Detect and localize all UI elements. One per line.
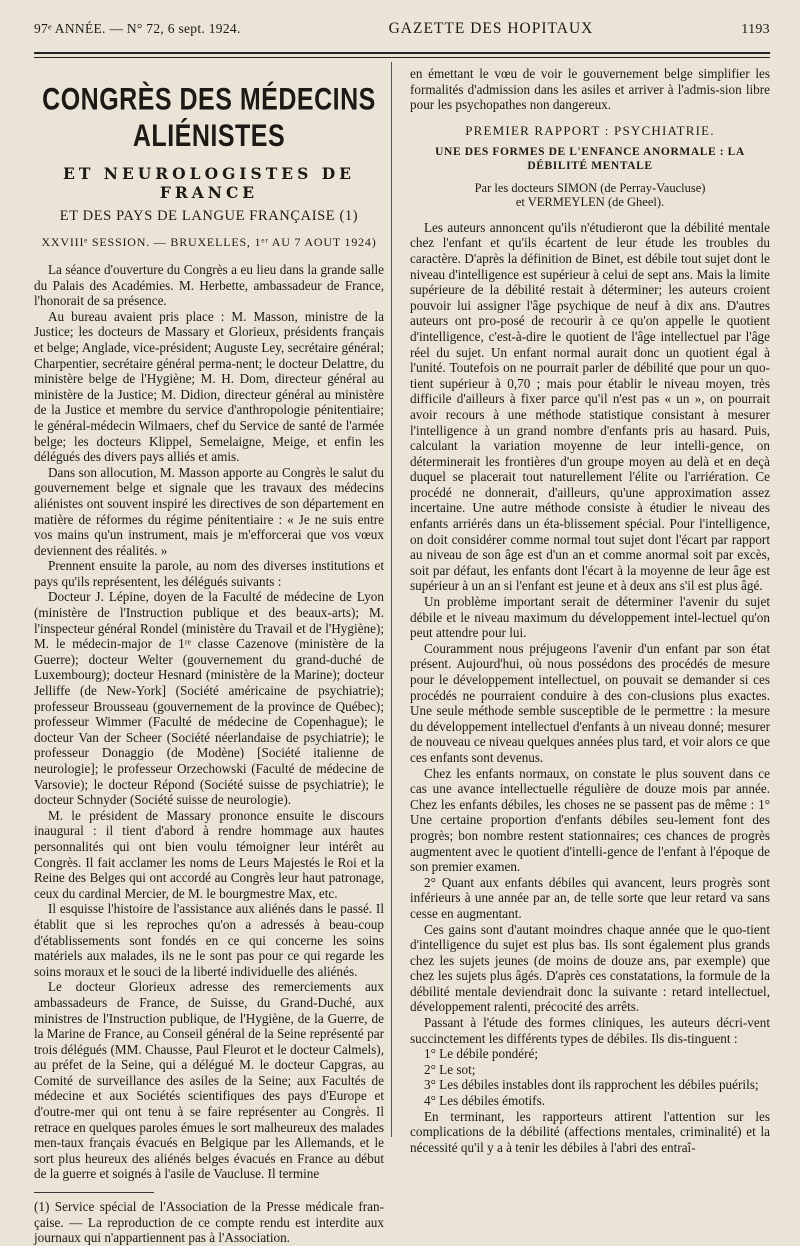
right-column (410, 66, 770, 1246)
paragraph: Prennent ensuite la parole, au nom des diverses institutions et pays qu'ils représentent, les délégués suivants : (34, 558, 384, 589)
paragraph: Docteur J. Lépine, doyen de la Faculté de médecine de Lyon (ministère de l'Instruction publique et des beaux-arts); M. l'inspecteur général Rondel (ministère du Travail et de l'Hygiène); M. le médecin-major de 1ʳᵉ classe Cazenove (ministère de la Guerre); docteur Welter (gouvernement du grand-duché de Luxembourg); docteur Hesnard (ministère de la Marine); docteur Jelliffe (de New-York] (Société américaine de psychiatrie); professeur Brousseau (gouvernement de la province de Québec); professeur Wimmer (Faculté de médecine de Copenhague); le docteur Van der Scheer (Société néerlandaise de psychiatrie); le professeur Donaggio (de Modène) [Société italienne de neurologie]; le professeur Orzechowski (Faculté de médecine de Varsovie); le docteur Répond (Société suisse de psychiatrie); le docteur Schnyder (Société suisse de neurologie). (34, 589, 384, 808)
paragraph: La séance d'ouverture du Congrès a eu lieu dans la grande salle du Palais des Académies. M. Herbette, ambassadeur de France, l'honorait de sa présence. (34, 262, 384, 309)
paragraph: Le docteur Glorieux adresse des remerciements aux ambassadeurs de France, de Suisse, du Grand-Duché, aux ministres de l'Instruction publique, de l'Hygiène, de la Guerre, de la Marine de France, au Conseil général de la Seine représenté par trois délégués (MM. Chausse, Paul Fleurot et le docteur Calmels), au préfet de la Seine, qui a délégué M. le docteur Capgras, au Comité de surveillance des asiles de la Seine; aux Facultés de médecine et aux Sociétés scientifiques des pays d'Europe et d'outre-mer qui ont tenu à se faire représenter au Congrès. Il retrace en quelques paroles émues le sort malheureux des malades men-taux français évacués en Belgique par les Allemands, et le sort plus heureux des aliénés belges évacués en France au début de la guerre et soignés à l'asile de Vaucluse. Il termine (34, 979, 384, 1182)
column-divider (391, 62, 392, 1137)
paragraph: Chez les enfants normaux, on constate le plus souvent dans ce cas une avance intellectuelle régulière de douze mois par année. Chez les enfants débiles, les choses ne se passent pas de même : 1° Une certaine proportion d'enfants débiles seu-lement font des progrès; bon nombre restent stationnaires; ces chances de progrès augmentent avec le quotient d'intelli-gence de l'enfant à l'époque de son premier examen. (410, 765, 770, 875)
footnote: (1) Service spécial de l'Association de la Presse médicale fran-çaise. — La reproduction de ce compte rendu est interdite aux journaux qui n'appartiennent pas à l'Association. (34, 1199, 384, 1246)
authors-line-2: et VERMEYLEN (de Gheel). (515, 195, 665, 210)
paragraph: Au bureau avaient pris place : M. Masson, ministre de la Justice; les docteurs de Massary et Glorieux, présidents français et belge; Anglade, vice-président; Auguste Ley, secrétaire général; Charpentier, secrétaire général perma-nent; le docteur Delattre, du ministère belge de l'Hygiène; M. H. Dom, directeur général au ministère de la Justice; M. Didion, directeur général au ministère de la Justice et membre du service d'anthropologie pénitentiaire; le général-médecin Wilmaers, chef du Service de santé de l'armée belge; les docteurs Klippel, Semelaigne, Meige, et enfin les délégués des divers pays alliés et amis. (34, 308, 384, 465)
paragraph: Dans son allocution, M. Masson apporte au Congrès le salut du gouvernement belge et signale que les travaux des médecins aliénistes ont souvent inspiré les directives de son département en matière de réformes du régime pénitentiaire : « Je ne suis entre vos mains qu'un instrument, mais je m'efforcerai que vos vœux deviennent des réalités. » (34, 464, 384, 558)
page-header (34, 20, 770, 42)
paragraph: Passant à l'étude des formes cliniques, les auteurs décri-vent succinctement les différents types de débiles. Ils dis-tinguent : (410, 1015, 770, 1046)
list-item: 4° Les débiles émotifs. (424, 1093, 546, 1109)
paragraph: Les auteurs annoncent qu'ils n'étudieront que la débilité mentale chez l'enfant et qu'ils écartent de leur étude les troubles du caractère. D'après la définition de Binet, est débile tout sujet dont le niveau d'intelligence est supérieur à celui de sept ans. Mais la limite supérieure de la débilité restait à déterminer; les auteurs croient pouvoir lui assigner l'âge psychique de neuf à dix ans. D'autres auteurs ont pro-posé de recourir à ce qu'on appelle le quotient d'intelligence, c'est-à-dire le quotient de l'âge intellectuel par l'âge réel du sujet. Un enfant normal aurait donc un quotient égal à l'unité. Toutefois on ne pourrait parler de débilité que pour un quo-tient supérieur à 0,70 ; mais pour établir le niveau moyen, très difficile d'ailleurs à fixer parce qu'il n'est pas « un », on pourrait avoir recours à une méthode statistique consistant à mesurer l'intelligence à un grand nombre d'enfants pris au hasard. Puis, calculant la variation moyenne de leur intelli-gence, on déterminerait les frontières d'un groupe moyen au delà et en deçà duquel se placerait tout naturellement l'élite ou l'arriération. Ce procédé ne donnerait, d'ailleurs, qu'une approximation assez incertaine. Une autre méthode consiste à étudier le niveau des enfants arriérés dans un éta-blissement spécial. Pour l'intelligence, on doit considérer comme normal tout sujet dont l'écart par rapport au niveau de son âge est d'un an et comme anormal soit par excès, soit par défaut, les enfants dont l'écart à la moyenne de leur âge est supérieur à un an si l'enfant est jeune et à deux ans s'il est plus âgé. (410, 219, 770, 594)
paragraph: Ces gains sont d'autant moindres chaque année que le quo-tient d'intelligence du sujet est plus bas. Ils sont également plus grands chez les sujets jeunes (de moins de douze ans, par exemple) que chez les sujets plus âgés. D'après ces constatations, la formule de la débilité mentale deviendrait donc la suivante : retard intellectuel, développement ralenti, précocité des arrêts. (410, 921, 770, 1015)
journal-title: GAZETTE DES HOPITAUX (388, 20, 594, 37)
list-item: 3° Les débiles instables dont ils rapprochent les débiles puérils; (424, 1077, 759, 1093)
congress-subtitle-2: ET DES PAYS DE LANGUE FRANÇAISE (1) (59, 208, 359, 224)
columns (34, 66, 770, 1246)
paragraph: Couramment nous préjugeons l'avenir d'un enfant par son état présent. Aujourd'hui, où nous possédons des procédés de mesure pour le développement intellectuel, on pouvait se demander si ces procédés ne pourraient conduire à des con-clusions plus exactes. Une seule méthode semble susceptible de le permettre : la mesure du développement intellectuel d'enfants à un niveau donné; mesurer de nouveau ce niveau quelques années plus tard, et voir alors ce que ces enfants sont devenus. (410, 640, 770, 765)
paragraph: 2° Quant aux enfants débiles qui avancent, leurs progrès sont inférieurs à une année par an, de telle sorte que leur retard va sans cesse en augmentant. (410, 874, 770, 921)
section-heading: PREMIER RAPPORT : PSYCHIATRIE. (465, 122, 715, 138)
congress-title: CONGRÈS DES MÉDECINS ALIÉNISTES (42, 82, 376, 154)
footnote-rule (34, 1192, 154, 1193)
paragraph: Il esquisse l'histoire de l'assistance aux aliénés dans le passé. Il établit que si les reproches qu'on a adressés à beau-coup d'établissements sont fondés en ce qui concerne les soins matériels aux malades, ils ne le sont pas pour ce qui regarde les soins moraux et le souci de la liberté individuelle des aliénés. (34, 901, 384, 979)
article-title: UNE DES FORMES DE L'ENFANCE ANORMALE : LA DÉBILITÉ MENTALE (435, 145, 745, 172)
congress-subtitle: ET NEUROLOGISTES DE FRANCE (63, 164, 355, 202)
header-rule (34, 52, 770, 58)
session-line: XXVIIIᵉ SESSION. — BRUXELLES, 1ᵉʳ AU 7 AOUT 1924) (41, 235, 377, 249)
authors (410, 181, 770, 210)
page-number: 1193 (741, 22, 770, 37)
paragraph: Un problème important serait de déterminer l'avenir du sujet débile et le niveau maximum du développement intel-lectuel qu'on peut attendre pour lui. (410, 594, 770, 641)
paragraph: en émettant le vœu de voir le gouvernement belge simplifier les formalités d'admission dans les asiles et arriver à l'admis-sion libre pour les psychopathes non dangereux. (410, 66, 770, 113)
debile-types-list (410, 1046, 770, 1108)
paragraph: M. le président de Massary prononce ensuite le discours inaugural : il tient d'abord à rendre hommage aux hautes personnalités qui ont bien voulu témoigner leur intérêt au Congrès. Il fait acclamer les noms de Leurs Majestés le Roi et la Reine des Belges qui ont accordé au Congrès leur haut patronage, ceux du cardinal Mercier, de M. le bourgmestre Max, etc. (34, 807, 384, 901)
list-item: 2° Le sot; (424, 1061, 476, 1077)
paragraph: En terminant, les rapporteurs attirent l'attention sur les complications de la débilité (affections mentales, criminalité) et la nécessité qu'il y a à tenir les débiles à l'abri des entraî- (410, 1108, 770, 1155)
issue-info: 97ᵉ ANNÉE. — N° 72, 6 sept. 1924. (34, 21, 241, 36)
left-column (34, 66, 384, 1246)
list-item: 1° Le débile pondéré; (424, 1046, 539, 1062)
authors-line-1: Par les docteurs SIMON (de Perray-Vaucluse) (474, 180, 706, 195)
